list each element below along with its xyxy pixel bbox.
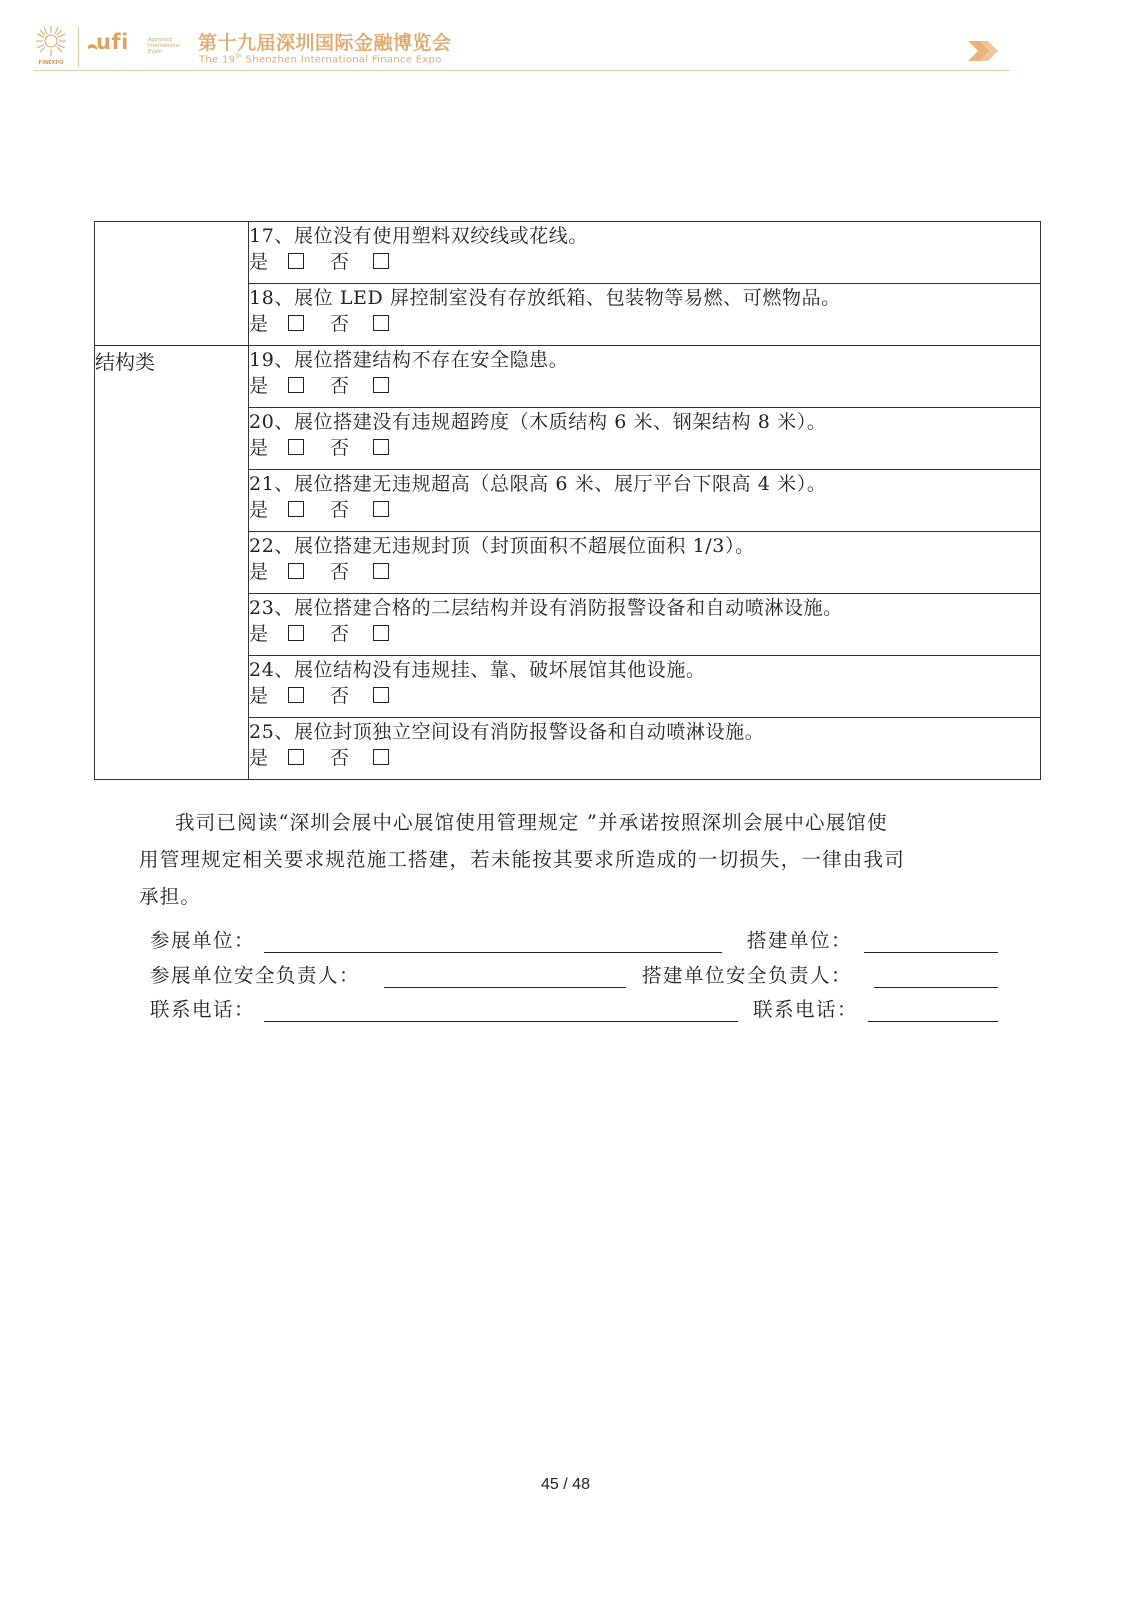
exhibitor-signature-line[interactable] bbox=[264, 952, 722, 953]
item-question: 21、展位搭建无违规超高（总限高 6 米、展厅平台下限高 4 米）。 bbox=[249, 473, 827, 495]
item-answer: 是 否 bbox=[249, 312, 1040, 336]
checklist-item bbox=[249, 656, 1041, 718]
exhibitor-safety-label: 参展单位安全负责人： bbox=[150, 964, 361, 987]
category-cell-structure: 结构类 bbox=[95, 346, 249, 780]
item-answer: 是 否 bbox=[249, 498, 1040, 522]
no-checkbox[interactable] bbox=[373, 377, 389, 393]
safety-checklist-table bbox=[94, 221, 1041, 780]
no-checkbox[interactable] bbox=[373, 687, 389, 703]
yes-checkbox[interactable] bbox=[288, 687, 304, 703]
builder-phone-line[interactable] bbox=[868, 1021, 998, 1022]
statement-line: 承担。 bbox=[139, 885, 202, 908]
item-question: 22、展位搭建无违规封顶（封顶面积不超展位面积 1/3）。 bbox=[249, 535, 755, 557]
yes-checkbox[interactable] bbox=[288, 625, 304, 641]
statement-line: 用管理规定相关要求规范施工搭建，若未能按其要求所造成的一切损失，一律由我司 bbox=[139, 848, 905, 871]
builder-label: 搭建单位： bbox=[747, 929, 853, 952]
item-answer: 是 否 bbox=[249, 746, 1040, 770]
expo-title-cn: 第十九届深圳国际金融博览会 bbox=[198, 32, 452, 54]
table-row bbox=[95, 346, 1041, 408]
item-answer: 是 否 bbox=[249, 436, 1040, 460]
builder-safety-signature-line[interactable] bbox=[874, 987, 998, 988]
checklist-item bbox=[249, 222, 1041, 284]
yes-checkbox[interactable] bbox=[288, 749, 304, 765]
no-checkbox[interactable] bbox=[373, 625, 389, 641]
category-cell-continued bbox=[95, 222, 249, 346]
item-question: 25、展位封顶独立空间设有消防报警设备和自动喷淋设施。 bbox=[249, 721, 765, 743]
no-checkbox[interactable] bbox=[373, 253, 389, 269]
checklist-item bbox=[249, 284, 1041, 346]
item-question: 19、展位搭建结构不存在安全隐患。 bbox=[249, 349, 569, 371]
yes-checkbox[interactable] bbox=[288, 501, 304, 517]
builder-signature-line[interactable] bbox=[864, 952, 998, 953]
builder-safety-label: 搭建单位安全负责人： bbox=[642, 964, 853, 987]
phone-label-left: 联系电话： bbox=[150, 998, 256, 1021]
item-question: 24、展位结构没有违规挂、靠、破坏展馆其他设施。 bbox=[249, 659, 706, 681]
item-answer: 是 否 bbox=[249, 622, 1040, 646]
exhibitor-phone-line[interactable] bbox=[264, 1021, 738, 1022]
item-answer: 是 否 bbox=[249, 374, 1040, 398]
yes-checkbox[interactable] bbox=[288, 377, 304, 393]
no-checkbox[interactable] bbox=[373, 563, 389, 579]
item-question: 20、展位搭建没有违规超跨度（木质结构 6 米、钢架结构 8 米）。 bbox=[249, 411, 827, 433]
exhibitor-safety-signature-line[interactable] bbox=[384, 987, 626, 988]
item-answer: 是 否 bbox=[249, 250, 1040, 274]
no-checkbox[interactable] bbox=[373, 501, 389, 517]
item-question: 23、展位搭建合格的二层结构并设有消防报警设备和自动喷淋设施。 bbox=[249, 597, 843, 619]
yes-checkbox[interactable] bbox=[288, 315, 304, 331]
item-answer: 是 否 bbox=[249, 560, 1040, 584]
checklist-item bbox=[249, 532, 1041, 594]
phone-label-right: 联系电话： bbox=[753, 998, 859, 1021]
page-number: 45 / 48 bbox=[541, 1476, 590, 1493]
checklist-item bbox=[249, 470, 1041, 532]
item-question: 18、展位 LED 屏控制室没有存放纸箱、包装物等易燃、可燃物品。 bbox=[249, 287, 841, 309]
page-header bbox=[34, 22, 1010, 74]
no-checkbox[interactable] bbox=[373, 439, 389, 455]
item-question: 17、展位没有使用塑料双绞线或花线。 bbox=[249, 225, 588, 247]
commitment-statement bbox=[139, 804, 999, 915]
checklist-item bbox=[249, 594, 1041, 656]
header-divider bbox=[78, 27, 79, 67]
checklist-item bbox=[249, 346, 1041, 408]
ufi-approved-text: Approved International Event bbox=[148, 37, 180, 55]
expo-title-en: The 19th Shenzhen International Finance Expo bbox=[199, 53, 442, 66]
yes-checkbox[interactable] bbox=[288, 253, 304, 269]
checklist-item bbox=[249, 718, 1041, 780]
double-chevron-right-icon bbox=[966, 39, 1000, 63]
no-checkbox[interactable] bbox=[373, 749, 389, 765]
table-row bbox=[95, 222, 1041, 284]
statement-line: 我司已阅读“深圳会展中心展馆使用管理规定 ”并承诺按照深圳会展中心展馆使 bbox=[175, 811, 888, 834]
header-rule bbox=[34, 70, 1010, 71]
no-checkbox[interactable] bbox=[373, 315, 389, 331]
item-answer: 是 否 bbox=[249, 684, 1040, 708]
ufi-logo-text: ufi bbox=[96, 30, 129, 54]
finexpo-logo-text: FINEXPO bbox=[38, 60, 64, 66]
exhibitor-label: 参展单位： bbox=[150, 929, 256, 952]
yes-checkbox[interactable] bbox=[288, 439, 304, 455]
yes-checkbox[interactable] bbox=[288, 563, 304, 579]
checklist-item bbox=[249, 408, 1041, 470]
